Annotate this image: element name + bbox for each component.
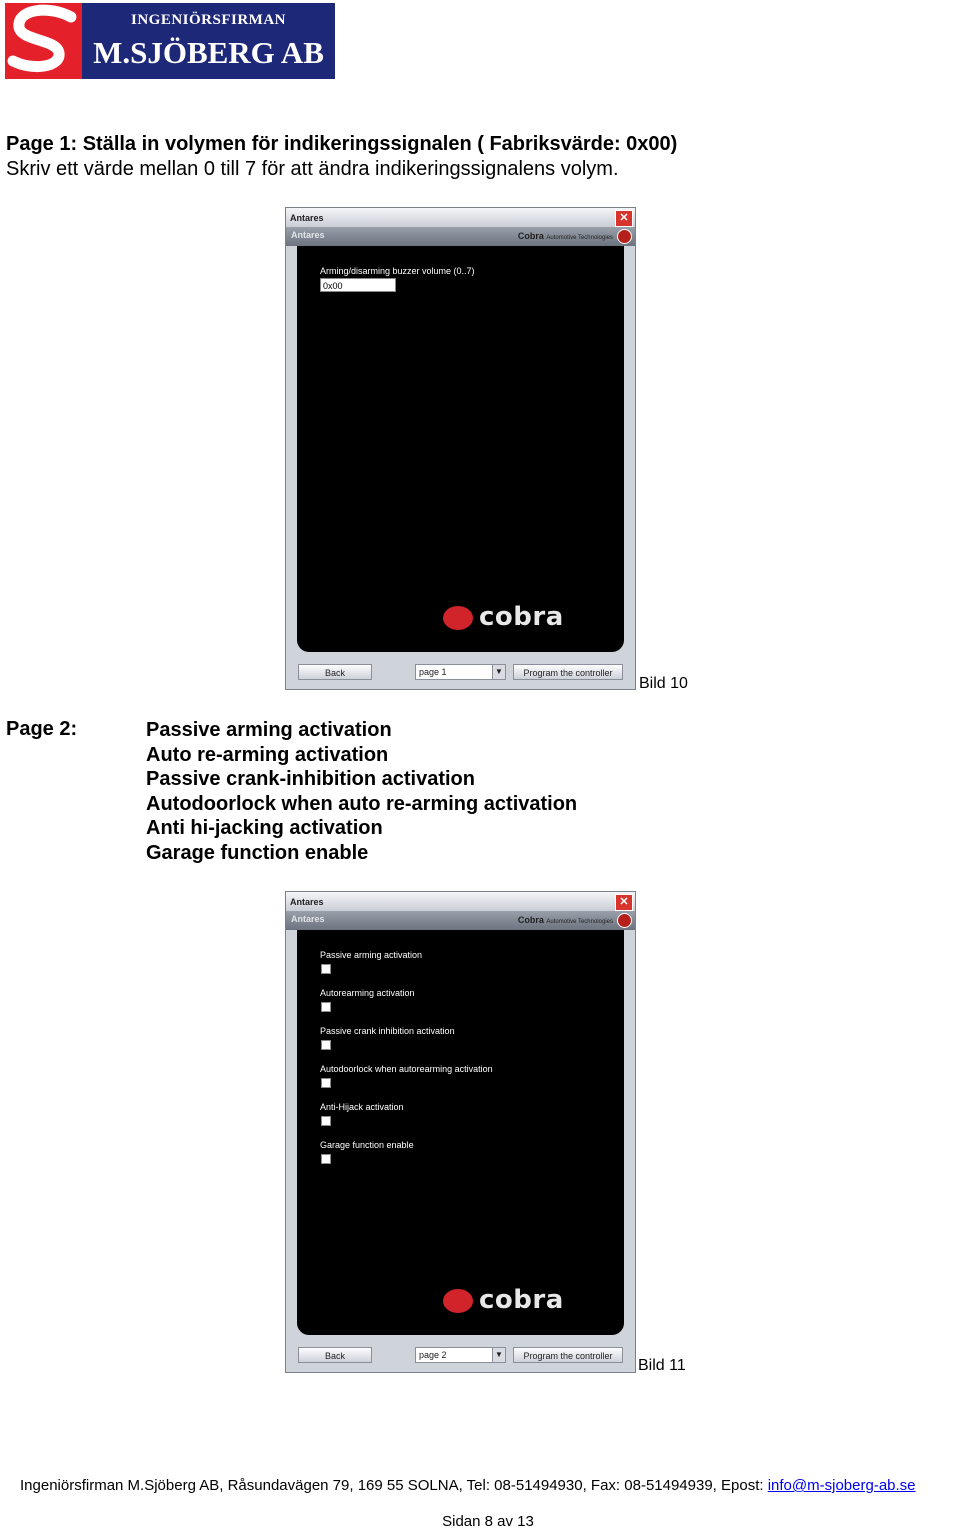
antares-window-page1 [285,207,636,690]
cobra-wordmark: cobra [479,1285,564,1315]
cobra-logo [443,1285,571,1317]
page2-option-list [146,718,577,866]
back-button[interactable]: Back [298,664,372,680]
window-title: Antares [290,213,324,223]
checkbox-garage[interactable] [321,1154,331,1164]
option-label-garage: Garage function enable [320,1140,414,1150]
page1-heading: Page 1: Ställa in volymen för indikeringssignalen ( Fabriksvärde: 0x00) [6,133,678,155]
company-logo [5,3,335,79]
option-label-passive-crank: Passive crank inhibition activation [320,1026,455,1036]
caption-bild-10: Bild 10 [639,675,688,692]
page-select-value: page 1 [419,667,447,677]
settings-panel [297,930,624,1335]
power-icon[interactable] [617,913,632,928]
tab-antares[interactable]: Antares [291,230,325,240]
option-label-autorearming: Autorearming activation [320,988,415,998]
page2-item: Anti hi-jacking activation [146,817,383,840]
option-label-anti-hijack: Anti-Hijack activation [320,1102,404,1112]
window-header-strip [286,227,635,246]
cobra-mark-icon [443,1289,473,1313]
program-controller-button[interactable]: Program the controller [513,664,623,680]
page2-item: Autodoorlock when auto re-arming activation [146,792,578,815]
page-select-value: page 2 [419,1350,447,1360]
program-controller-button[interactable]: Program the controller [513,1347,623,1363]
caption-bild-11: Bild 11 [638,1357,686,1374]
brand-name: Cobra [517,231,544,241]
window-title: Antares [290,897,324,907]
cobra-logo [443,602,571,634]
option-label-autodoorlock: Autodoorlock when autorearming activation [320,1064,493,1074]
tab-antares[interactable]: Antares [291,914,325,924]
option-label-passive-arming: Passive arming activation [320,950,423,960]
page1-subtext: Skriv ett värde mellan 0 till 7 för att ändra indikeringssignalens volym. [6,158,619,180]
power-icon[interactable] [617,229,632,244]
window-header-strip [286,911,635,930]
footer-contact [20,1477,916,1494]
footer-email-link[interactable]: info@m-sjoberg-ab.se [767,1477,916,1494]
page-number: Sidan 8 av 13 [442,1513,534,1530]
logo-line1: INGENIÖRSFIRMAN [130,12,286,28]
window-titlebar [286,892,635,911]
checkbox-passive-crank[interactable] [321,1040,331,1050]
cobra-mark-icon [443,606,473,630]
page2-item: Auto re-arming activation [146,743,389,766]
page2-item: Passive crank-inhibition activation [146,768,475,791]
back-button[interactable]: Back [298,1347,372,1363]
checkbox-autorearming[interactable] [321,1002,331,1012]
close-icon[interactable]: ✕ [615,210,633,227]
checkbox-passive-arming[interactable] [321,964,331,974]
brand-sub: Automotive Technologies [546,919,613,925]
brand-sub: Automotive Technologies [546,235,613,241]
page-select[interactable] [415,664,506,680]
brand-name: Cobra [517,915,544,925]
settings-panel [297,246,624,652]
page-select[interactable] [415,1347,506,1363]
brand-label [518,231,613,241]
footer-text: Ingeniörsfirman M.Sjöberg AB, Råsundavägen 79, 169 55 SOLNA, Tel: 08-51494930, Fax: 08-51494939, Epost: [20,1477,768,1494]
antares-window-page2 [285,891,636,1373]
checkbox-anti-hijack[interactable] [321,1116,331,1126]
buzzer-volume-input[interactable]: 0x00 [320,278,396,292]
brand-label [518,915,613,925]
logo-line2: M.SJÖBERG AB [93,35,324,70]
page2-item: Garage function enable [146,841,369,864]
logo-wordmark [82,3,335,79]
chevron-down-icon[interactable]: ▼ [492,665,505,679]
cobra-wordmark: cobra [479,602,564,632]
page2-item: Passive arming activation [146,719,392,741]
buzzer-volume-label: Arming/disarming buzzer volume (0..7) [320,266,475,276]
window-titlebar [286,208,635,227]
page2-label: Page 2: [6,718,78,740]
logo-s-mark [5,3,82,79]
checkbox-autodoorlock[interactable] [321,1078,331,1088]
close-icon[interactable]: ✕ [615,894,633,911]
chevron-down-icon[interactable]: ▼ [492,1348,505,1362]
